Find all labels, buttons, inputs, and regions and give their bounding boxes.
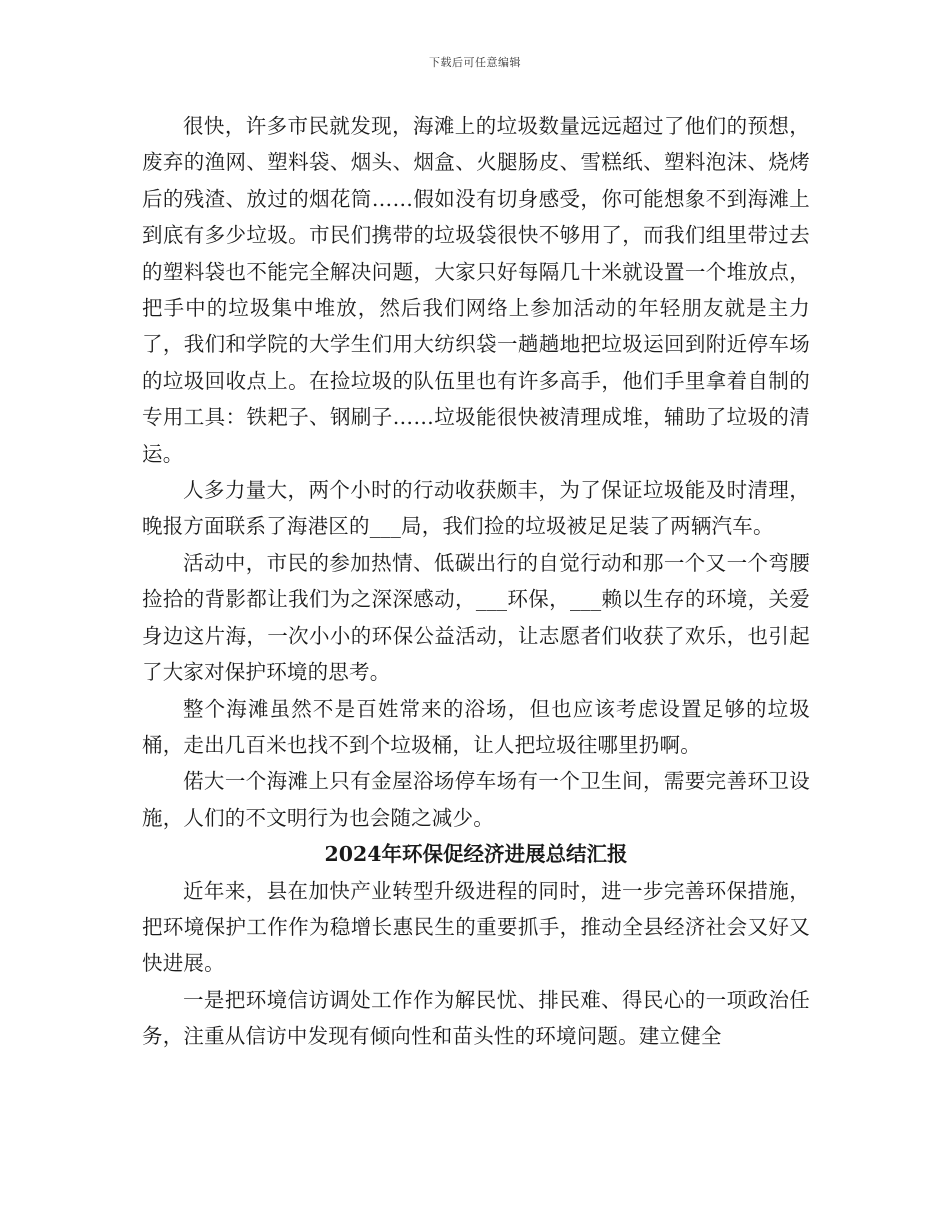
paragraph-activity-reflection: 活动中，市民的参加热情、低碳出行的自觉行动和那一个又一个弯腰捡拾的背影都让我们为之深深感动，___环保，___赖以生存的环境，关爱身边这片海，一次小小的环保公益活动，让志愿者们收获了欢乐，也引起了大家对保护环境的思考。 <box>142 550 810 685</box>
paragraph-intro: 近年来，县在加快产业转型升级进程的同时，进一步完善环保措施，把环境保护工作作为稳增长惠民生的重要抓手，推动全县经济社会又好又快进展。 <box>142 878 810 976</box>
paragraph-trash-bins: 整个海滩虽然不是百姓常来的浴场，但也应该考虑设置足够的垃圾桶，走出几百米也找不到个垃圾桶，让人把垃圾往哪里扔啊。 <box>142 696 810 757</box>
paragraph-sanitation: 偌大一个海滩上只有金屋浴场停车场有一个卫生间，需要完善环卫设施，人们的不文明行为也会随之减少。 <box>142 769 810 830</box>
paragraph-beach-garbage: 很快，许多市民就发现，海滩上的垃圾数量远远超过了他们的预想，废弃的渔网、塑料袋、烟头、烟盒、火腿肠皮、雪糕纸、塑料泡沫、烧烤后的残渣、放过的烟花筒……假如没有切身感受，你可能想象不到海滩上到底有多少垃圾。市民们携带的垃圾袋很快不够用了，而我们组里带过去的塑料袋也不能完全解决问题，大家只好每隔几十米就设置一个堆放点，把手中的垃圾集中堆放，然后我们网络上参加活动的年轻朋友就是主力了，我们和学院的大学生们用大纺织袋一趟趟地把垃圾运回到附近停车场的垃圾回收点上。在捡垃圾的队伍里也有许多高手，他们手里拿着自制的专用工具：铁耙子、钢刷子……垃圾能很快被清理成堆，辅助了垃圾的清运。 <box>142 114 810 466</box>
document-body <box>142 108 810 1055</box>
page-header: 下载后可任意编辑 <box>429 56 521 69</box>
section-title: 2024年环保促经济进展总结汇报 <box>324 842 628 867</box>
paragraph-point-one: 一是把环境信访调处工作作为解民忧、排民难、得民心的一项政治任务，注重从信访中发现有倾向性和苗头性的环境问题。建立健全 <box>142 987 810 1049</box>
paragraph-cleanup-result: 人多力量大，两个小时的行动收获颇丰，为了保证垃圾能及时清理，晚报方面联系了海港区的___局，我们捡的垃圾被足足装了两辆汽车。 <box>142 478 810 539</box>
